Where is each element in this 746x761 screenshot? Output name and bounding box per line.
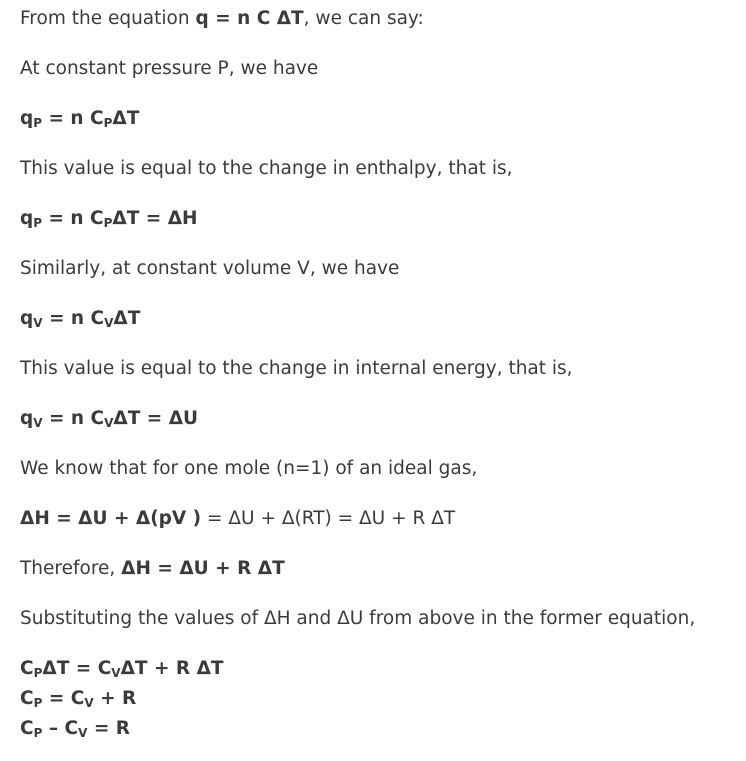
text-line-internal-energy: This value is equal to the change in internal energy, that is,: [20, 358, 573, 379]
text-line-enthalpy: This value is equal to the change in enthalpy, that is,: [20, 158, 513, 179]
equation-qp-enthalpy: $q_P = n$ $C_P\Delta T = \Delta H$: [20, 208, 198, 230]
equation-cp-cv-2: $C_P = C_V + R$: [20, 688, 137, 710]
text-line-constant-pressure: At constant pressure P, we have: [20, 58, 319, 79]
intro-text-end: , we can say:: [303, 8, 424, 29]
text-line-substituting: Substituting the values of ΔH and ΔU from above in the former equation,: [20, 608, 696, 629]
text-line-ideal-gas: We know that for one mole (n=1) of an ideal gas,: [20, 458, 478, 479]
text-line-intro: [20, 7, 424, 31]
equation-heat: q = n C ΔT: [195, 8, 304, 29]
equation-enthalpy-relation: ΔH = ΔU + Δ(pV ) = ΔU + Δ(RT) = ΔU + R ΔT: [20, 508, 456, 529]
text-line-constant-volume: Similarly, at constant volume V, we have: [20, 258, 400, 279]
text-line-therefore: Therefore, ΔH = ΔU + R ΔT: [20, 558, 285, 579]
equation-qv: $q_V = n$ $C_V\Delta T$: [20, 308, 141, 330]
intro-text: From the equation: [20, 8, 196, 29]
equation-qp: $q_P = n$ $C_P\Delta T$: [20, 108, 140, 130]
equation-qv-internal: $q_V = n$ $C_V\Delta T = \Delta U$: [20, 408, 199, 430]
equation-cp-cv-3: $C_P - C_V = R$: [20, 718, 131, 740]
equation-cp-cv-1: $C_P\Delta T = C_V\Delta T + R$ ΔT: [20, 658, 224, 680]
